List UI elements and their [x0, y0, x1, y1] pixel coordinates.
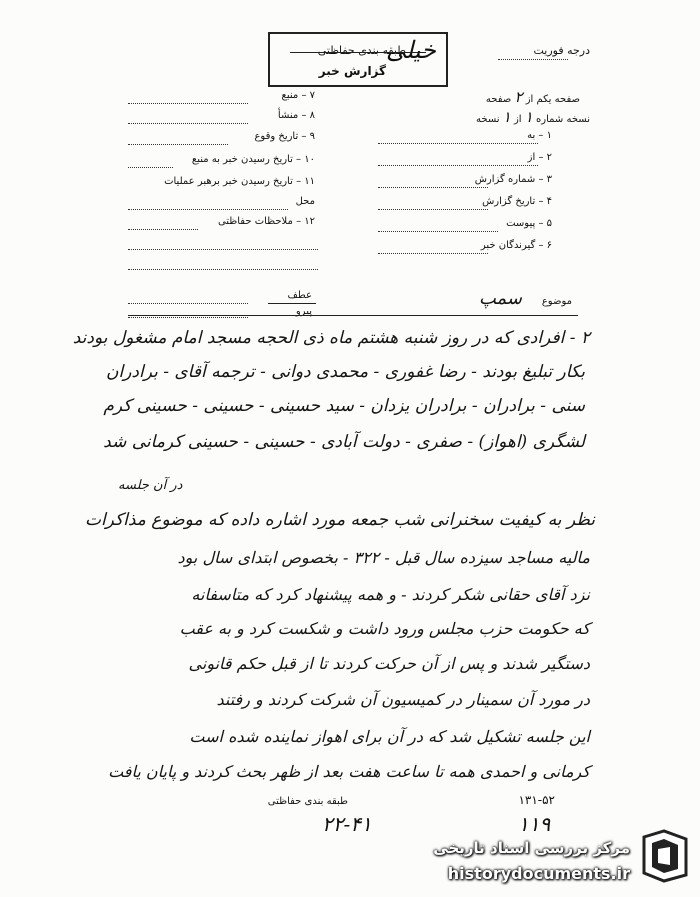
left-field-11: ۱۱ – تاریخ رسیدن خبر برهبر عملیات: [164, 176, 315, 187]
dots-r6: [378, 252, 488, 254]
dots-l12: [128, 228, 198, 230]
copy-mid: از: [513, 114, 522, 125]
left-field-10: ۱۰ – تاریخ رسیدن خبر به منبع: [191, 154, 315, 165]
dots-l9: [128, 143, 228, 145]
body-line-2: بکار تبلیغ بودند - رضا غفوری - محمدی دوانی - ترجمه آقای - برادران: [105, 362, 585, 382]
dots-l7: [128, 102, 248, 104]
page-hand: ۲: [514, 88, 523, 106]
bottom-hand-right: ۱۱۹: [518, 812, 551, 836]
body-line-7: مالیه مساجد سیزده سال قبل - ۳۲۲ - بخصوص ابتدای سال بود: [177, 548, 590, 567]
subject-label: موضوع: [541, 296, 572, 307]
atf-label: عطف: [287, 290, 312, 301]
page-info-line: [486, 88, 580, 106]
right-field-3: ۳ – شماره گزارش: [474, 174, 552, 185]
left-field-7: ۷ – منبع: [281, 90, 315, 101]
watermark-name: مرکز بررسی اسناد تاریخی: [433, 839, 630, 857]
body-line-1: ۲ - افرادی که در روز شنبه هشتم ماه ذی الحجه مسجد امام مشغول بودند: [72, 328, 590, 348]
body-line-3: سنی - برادران - برادران یزدان - سید حسینی - حسینی - حسینی کرم: [103, 396, 585, 416]
right-field-4: ۴ – تاریخ گزارش: [482, 196, 552, 207]
dots-r3: [378, 186, 488, 188]
bottom-code: ۱۳۱-۵۲: [518, 793, 555, 807]
left-field-place: محل: [295, 196, 315, 207]
bottom-hand-left: ۲۲-۴۱: [322, 812, 372, 836]
body-line-12: این جلسه تشکیل شد که در آن برای اهواز نماینده شده است: [189, 727, 590, 746]
page-line-text: صفحه یکم از: [525, 94, 580, 105]
body-line-10: دستگیر شدند و پس از آن حرکت کردند تا از قبل حکم قانونی: [188, 654, 590, 673]
classification-stamp: [268, 32, 448, 87]
left-field-12: ۱۲ – ملاحظات حفاظتی: [217, 216, 315, 227]
body-line-8: نزد آقای حقانی شکر کردند - و همه پیشنهاد کرد که متاسفانه: [191, 585, 590, 604]
dots-r1: [378, 142, 538, 144]
watermark-url: historydocuments.ir: [447, 864, 630, 883]
body-line-13: کرمانی و احمدی همه تا ساعت هفت بعد از ظهر بحث کردند و پایان یافت: [108, 762, 590, 781]
page-suffix: صفحه: [485, 94, 512, 105]
dots-r2: [378, 164, 538, 166]
dots-r5: [378, 230, 498, 232]
dots-l13: [128, 248, 318, 250]
left-field-9: ۹ – تاریخ وقوع: [254, 131, 315, 142]
right-field-5: ۵ – پیوست: [506, 218, 552, 229]
atf-underline: [268, 303, 316, 304]
dots-lplace: [128, 208, 288, 210]
dots-l14: [128, 268, 318, 270]
dots-peyro: [128, 316, 248, 318]
body-line-4: لشگری (اهواز) - صفری - دولت آبادی - حسینی - حسینی کرمانی شد: [103, 432, 585, 452]
dots-l10: [128, 166, 173, 168]
stamp-handwritten: خیلی: [385, 36, 436, 64]
copy-suffix: نسخه: [476, 114, 500, 125]
copy-line-text: نسخه شماره: [536, 114, 590, 125]
subject-rule: [128, 315, 578, 316]
copy-hand2: ۱: [502, 108, 511, 126]
right-field-2: ۲ – از: [527, 152, 552, 163]
body-line-11: در مورد آن سمینار در کمیسیون آن شرکت کردند و رفتند: [216, 690, 590, 709]
body-line-6: نظر به کیفیت سخنرانی شب جمعه مورد اشاره داده که موضوع مذاکرات: [84, 510, 595, 530]
copy-hand: ۱: [524, 108, 533, 126]
urgency-dots: [498, 58, 568, 60]
watermark-logo-icon: [638, 827, 692, 885]
subject-handwriting: سمپ: [478, 288, 522, 309]
dots-l8: [128, 122, 248, 124]
left-field-8: ۸ – منشأ: [277, 110, 315, 121]
dots-r4: [378, 208, 488, 210]
body-line-9: که حکومت حزب مجلس ورود داشت و شکست کرد و به عقب: [179, 619, 590, 638]
right-field-6: ۶ – گیرندگان خبر: [480, 240, 552, 251]
stamp-title: گزارش خبر: [318, 64, 386, 78]
stamp-strikethrough: [290, 52, 426, 53]
right-field-1: ۱ – به: [527, 130, 552, 141]
copy-info-line: [476, 108, 590, 126]
body-line-5: در آن جلسه: [118, 478, 183, 493]
dots-atf: [128, 302, 248, 304]
stamp-classification: طبقه بندی حفاظتی: [317, 44, 406, 57]
urgency-label: درجه فوریت: [533, 44, 590, 57]
peyro-label: پیرو: [295, 306, 312, 317]
bottom-classification: طبقه بندی حفاظتی: [267, 796, 348, 807]
